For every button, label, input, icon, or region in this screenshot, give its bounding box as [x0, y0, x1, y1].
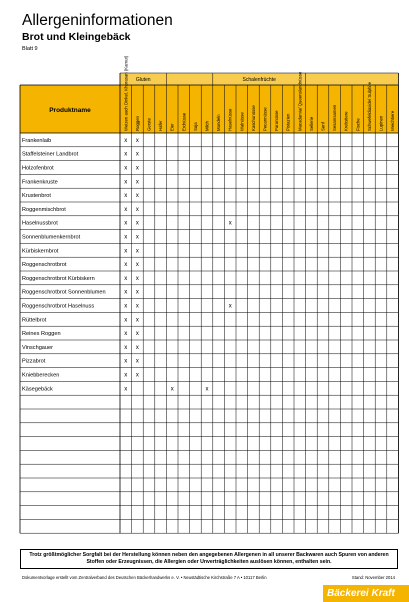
- allergen-mark: x: [135, 331, 139, 338]
- allergen-mark: x: [124, 220, 128, 227]
- allergen-mark: x: [135, 234, 139, 241]
- product-name: Holzofenbrot: [22, 165, 54, 172]
- allergen-column-header: Weizen auch Dinkel, Khorasan (Kamut): [123, 55, 129, 131]
- page-subtitle: Brot und Kleingebäck: [22, 31, 131, 43]
- product-name: Sonnenblumenkernbrot: [22, 234, 81, 241]
- disclaimer-notice: Trotz größtmöglicher Sorgfalt bei der Herstellung können neben den angegebenen Allergenen in all unserer Backwaren auch Spuren von anderen Stoffen oder Erzeugnissen, die Allergien oder Unverträglichkeiten auslösen können, enthalten sein.: [20, 549, 398, 569]
- page-title: Allergeninformationen: [22, 12, 173, 29]
- product-column-header: Produktname: [49, 107, 91, 114]
- allergen-column-header: Milch: [204, 120, 210, 131]
- allergen-column-header: Walnüsse: [239, 112, 245, 131]
- allergen-column-header: Haselnüsse: [227, 108, 233, 131]
- allergen-mark: x: [135, 193, 139, 200]
- allergen-mark: x: [135, 137, 139, 144]
- allergen-column-header: Lupinen: [378, 115, 384, 131]
- allergen-column-header: Krebstiere: [343, 111, 349, 131]
- allergen-mark: x: [124, 234, 128, 241]
- allergen-mark: x: [228, 220, 232, 227]
- allergen-column-header: Hafer: [158, 120, 164, 131]
- allergen-mark: x: [124, 248, 128, 255]
- allergen-mark: x: [228, 303, 232, 310]
- allergen-mark: x: [205, 386, 209, 393]
- allergen-mark: x: [135, 275, 139, 282]
- allergen-mark: x: [135, 179, 139, 186]
- allergen-mark: x: [124, 137, 128, 144]
- allergen-column-header: Weichtiere: [390, 110, 396, 131]
- product-name: Kniebberecken: [22, 372, 60, 379]
- allergen-mark: x: [135, 289, 139, 296]
- allergen-column-header: Soja: [192, 122, 198, 131]
- allergen-mark: x: [124, 372, 128, 379]
- product-name: Roggenschrotbrot Kürbiskern: [22, 275, 95, 282]
- allergen-column-header: Roggen: [134, 115, 140, 131]
- allergen-column-header: Gerste: [146, 118, 152, 131]
- sheet-number: Blatt 9: [22, 46, 38, 52]
- product-name: Krustenbrot: [22, 193, 51, 200]
- allergen-mark: x: [124, 331, 128, 338]
- allergen-mark: x: [135, 206, 139, 213]
- allergen-mark: x: [135, 262, 139, 269]
- allergen-column-header: Pistazien: [285, 113, 291, 131]
- allergen-mark: x: [135, 372, 139, 379]
- product-name: Roggenmischbrot: [22, 206, 66, 213]
- allergen-column-header: Sellerie: [308, 116, 314, 131]
- allergen-column-header: Kaschunüsse: [250, 105, 256, 131]
- allergen-mark: x: [135, 151, 139, 158]
- allergen-mark: x: [170, 386, 174, 393]
- allergen-mark: x: [135, 220, 139, 227]
- allergen-mark: x: [135, 344, 139, 351]
- allergen-column-header: Fische: [355, 118, 361, 131]
- allergen-column-header: Eier: [169, 123, 175, 131]
- allergen-column-header: Mandeln: [216, 114, 222, 131]
- product-name: Reines Roggen: [22, 331, 61, 338]
- footer-date: Stand: November 2014: [351, 575, 395, 580]
- group-label-gluten: Gluten: [135, 77, 151, 83]
- product-name: Staffelsteiner Landbrot: [22, 151, 79, 158]
- product-name: Pizzabrot: [22, 358, 46, 365]
- allergen-mark: x: [124, 386, 128, 393]
- product-name: Roggenschrotbrot: [22, 262, 67, 269]
- allergen-mark: x: [124, 165, 128, 172]
- allergen-mark: x: [135, 317, 139, 324]
- allergen-column-header: Macadamia/ Queenslandnüsse: [297, 71, 303, 131]
- allergen-mark: x: [135, 165, 139, 172]
- product-name: Kürbiskernbrot: [22, 248, 59, 255]
- allergen-mark: x: [124, 179, 128, 186]
- allergen-column-header: Paranüsse: [274, 110, 280, 131]
- group-label-nuts: Schalenfrüchte: [242, 77, 276, 83]
- product-name: Käsegebäck: [22, 386, 53, 393]
- allergen-mark: x: [135, 358, 139, 365]
- product-name: Frankenkruste: [22, 179, 58, 186]
- allergen-mark: x: [124, 344, 128, 351]
- allergen-column-header: Pecannüsse: [262, 107, 268, 131]
- allergen-mark: x: [124, 193, 128, 200]
- allergen-mark: x: [135, 248, 139, 255]
- allergen-mark: x: [124, 262, 128, 269]
- allergen-mark: x: [135, 303, 139, 310]
- allergen-column-header: Sesamsamen: [332, 104, 338, 131]
- allergen-mark: x: [124, 303, 128, 310]
- product-name: Roggenschrotbrot Haselnuss: [22, 303, 95, 310]
- product-name: Rüttelbrot: [22, 317, 47, 324]
- brand-logo: Bäckerei Kraft: [323, 585, 409, 602]
- allergen-mark: x: [124, 151, 128, 158]
- product-name: Roggenschrotbrot Sonnenblumen: [22, 289, 106, 296]
- product-name: Haselnussbrot: [22, 220, 58, 227]
- allergen-mark: x: [124, 289, 128, 296]
- allergen-mark: x: [124, 275, 128, 282]
- allergen-column-header: Schwefeldioxide/ Sulphite: [366, 82, 372, 131]
- allergen-column-header: Senf: [320, 122, 326, 131]
- footer-source: Dokumentvorlage erstellt vom Zentralverband des Deutschen Bäckerhandwerks e. V. • Neustädtische Kirchstraße 7 A • 10117 Berlin: [22, 575, 267, 580]
- allergen-mark: x: [124, 317, 128, 324]
- product-name: Frankenlaib: [22, 137, 52, 144]
- allergen-column-header: Erdnüsse: [181, 112, 187, 131]
- allergen-mark: x: [124, 358, 128, 365]
- product-name: Vinschgauer: [22, 344, 53, 351]
- allergen-mark: x: [124, 206, 128, 213]
